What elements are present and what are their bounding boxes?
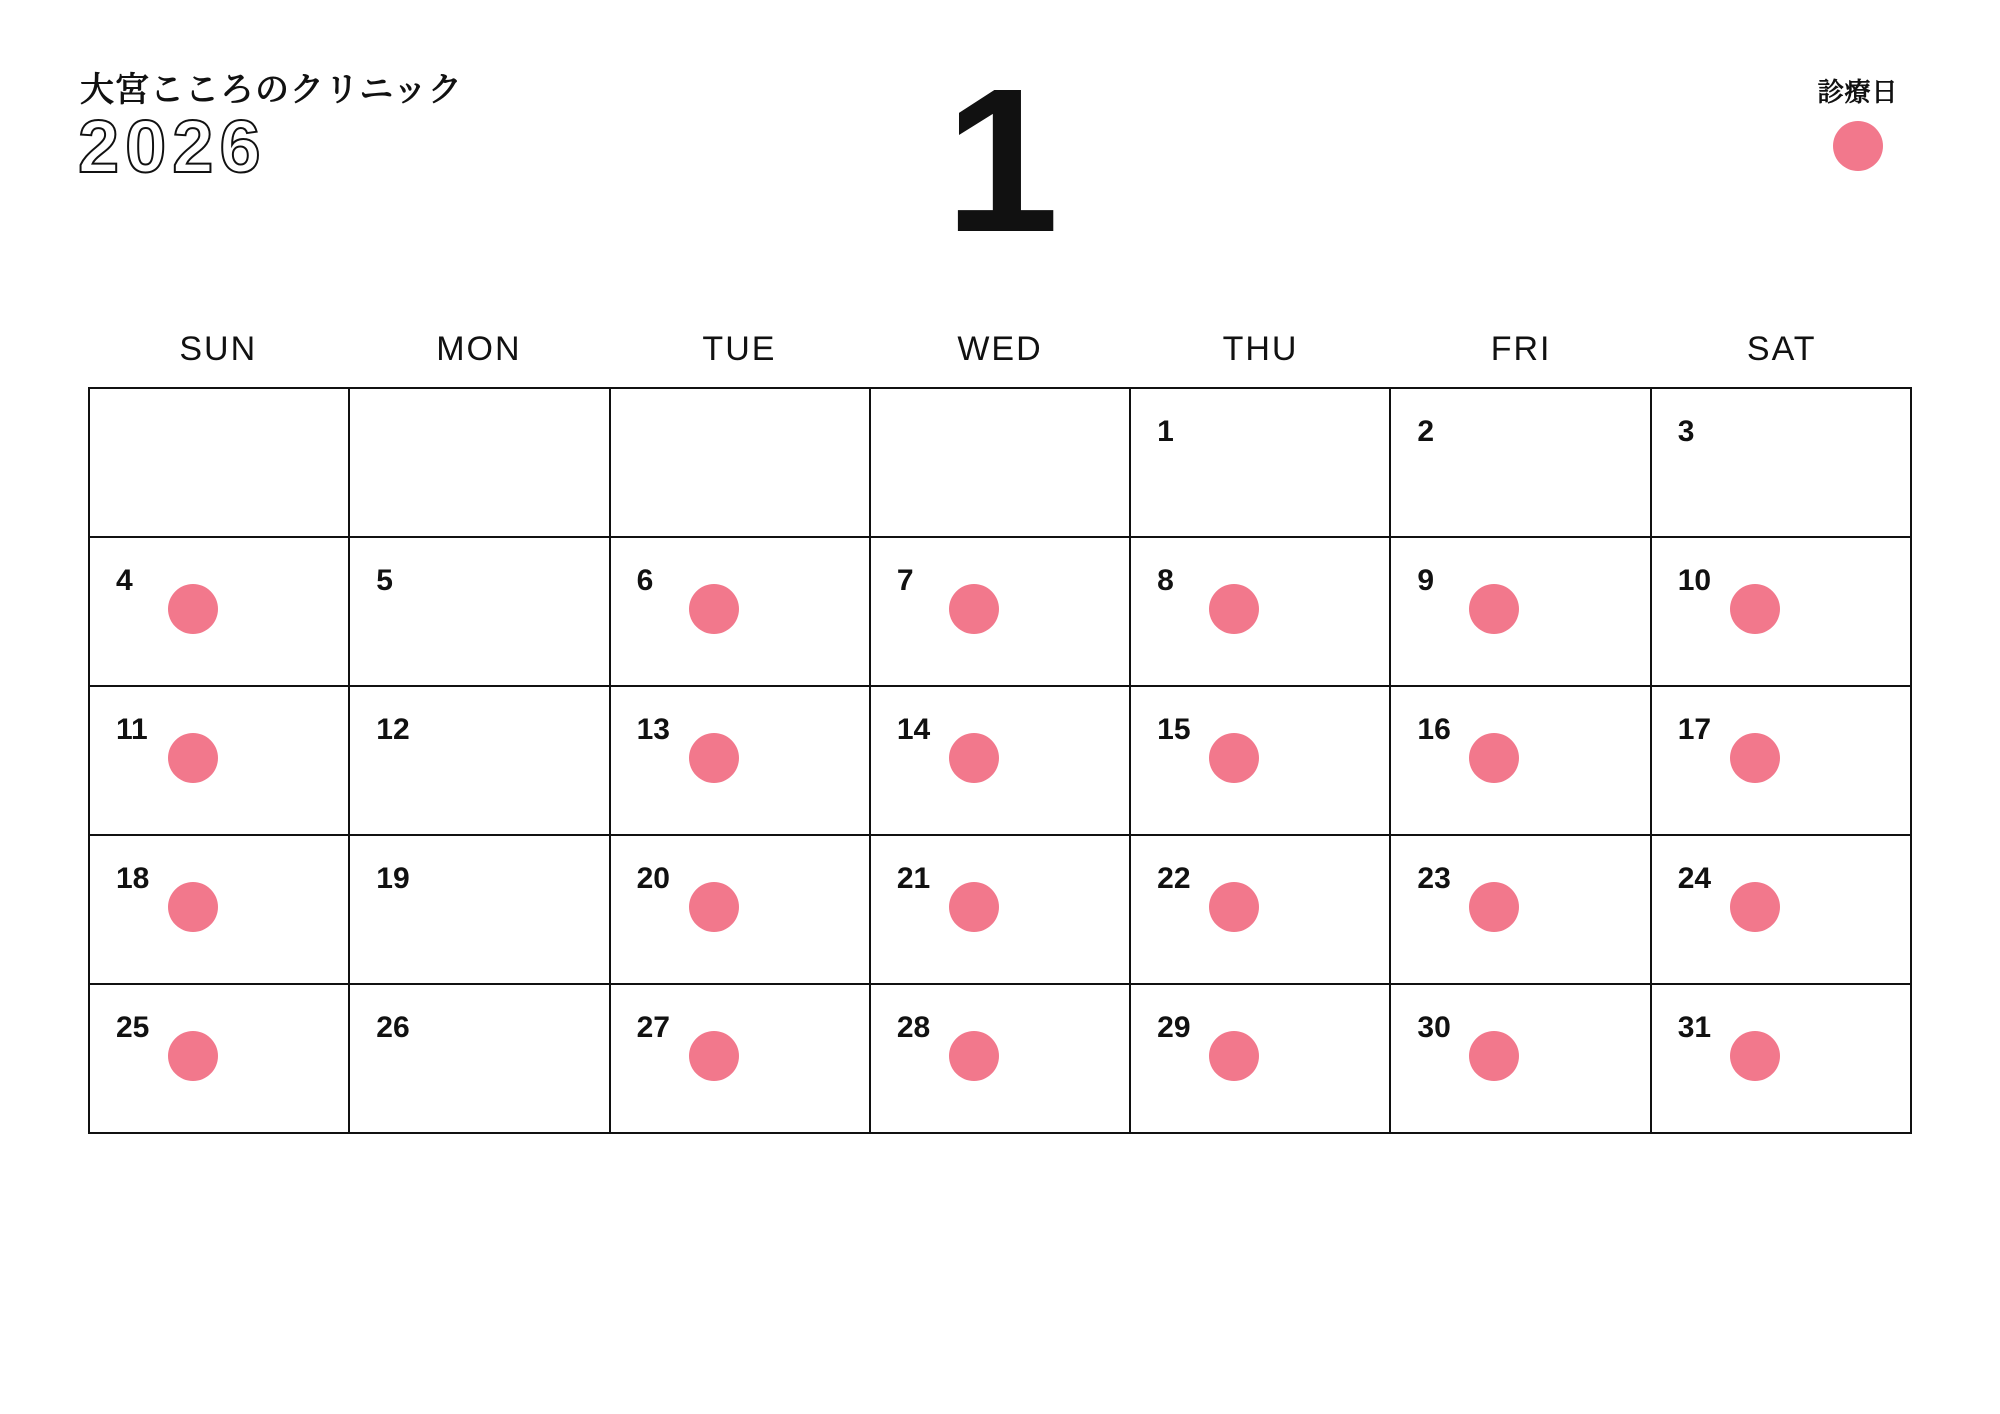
calendar-day-cell[interactable]: [1391, 836, 1651, 985]
calendar-day-cell[interactable]: [871, 538, 1131, 687]
legend: [1788, 72, 1928, 171]
day-number: 3: [1677, 415, 1695, 448]
open-day-dot-icon: [689, 733, 739, 783]
calendar-empty-cell: [350, 389, 610, 538]
day-number: 4: [116, 564, 133, 597]
weekday-header-row: [88, 330, 1912, 387]
month-number: 1: [944, 46, 1055, 275]
calendar-day-cell[interactable]: [90, 538, 350, 687]
open-day-dot-icon: [1209, 882, 1259, 932]
calendar-day-cell[interactable]: [1652, 538, 1912, 687]
calendar-empty-cell: [611, 389, 871, 538]
calendar-day-cell[interactable]: [350, 836, 610, 985]
weekday-wed: WED: [957, 330, 1043, 368]
calendar-day-cell[interactable]: [1391, 985, 1651, 1134]
day-number: 7: [896, 564, 914, 597]
calendar-day-cell[interactable]: [1391, 389, 1651, 538]
weekday-sun: SUN: [179, 330, 258, 368]
calendar-day-cell[interactable]: [90, 687, 350, 836]
day-number: 29: [1157, 1011, 1191, 1044]
clinic-name: 大宮こころのクリニック: [80, 71, 463, 109]
open-day-dot-icon: [1833, 121, 1883, 171]
open-day-dot-icon: [1730, 584, 1780, 634]
open-day-dot-icon: [1209, 584, 1259, 634]
day-number: 20: [636, 862, 670, 895]
calendar-day-cell[interactable]: [1391, 538, 1651, 687]
day-number: 13: [636, 713, 670, 746]
weekday-mon: MON: [436, 330, 522, 368]
weekday-tue: TUE: [702, 330, 777, 368]
calendar-grid: [88, 387, 1912, 1134]
calendar-day-cell[interactable]: [90, 985, 350, 1134]
calendar-day-cell[interactable]: [1652, 836, 1912, 985]
calendar-day-cell[interactable]: [1391, 687, 1651, 836]
open-day-dot-icon: [1469, 584, 1519, 634]
open-day-dot-icon: [1730, 733, 1780, 783]
day-number: 24: [1677, 862, 1712, 895]
calendar-day-cell[interactable]: [1652, 687, 1912, 836]
calendar-day-cell[interactable]: [871, 985, 1131, 1134]
open-day-dot-icon: [1209, 1031, 1259, 1081]
calendar-day-cell[interactable]: [350, 985, 610, 1134]
open-day-dot-icon: [1730, 1031, 1780, 1081]
calendar-day-cell[interactable]: [611, 538, 871, 687]
day-number: 27: [636, 1011, 670, 1044]
open-day-dot-icon: [168, 733, 218, 783]
legend-label: 診療日: [1817, 77, 1899, 107]
day-number: 19: [376, 862, 410, 895]
open-day-dot-icon: [689, 882, 739, 932]
day-number: 28: [896, 1011, 931, 1044]
calendar-day-cell[interactable]: [1131, 836, 1391, 985]
calendar-day-cell[interactable]: [611, 836, 871, 985]
year-label: 2026: [78, 105, 267, 188]
day-number: 12: [376, 713, 410, 746]
calendar-day-cell[interactable]: [1652, 985, 1912, 1134]
open-day-dot-icon: [949, 733, 999, 783]
day-number: 21: [896, 862, 931, 895]
day-number: 16: [1417, 713, 1451, 746]
open-day-dot-icon: [1469, 1031, 1519, 1081]
calendar-day-cell[interactable]: [1131, 687, 1391, 836]
open-day-dot-icon: [1209, 733, 1259, 783]
open-day-dot-icon: [168, 882, 218, 932]
calendar-day-cell[interactable]: [1652, 389, 1912, 538]
day-number: 6: [636, 564, 654, 597]
calendar-day-cell[interactable]: [350, 538, 610, 687]
calendar-empty-cell: [90, 389, 350, 538]
day-number: 25: [116, 1011, 150, 1044]
calendar-day-cell[interactable]: [1131, 538, 1391, 687]
day-number: 1: [1157, 415, 1174, 448]
day-number: 10: [1677, 564, 1712, 597]
open-day-dot-icon: [689, 1031, 739, 1081]
weekday-thu: THU: [1222, 330, 1299, 368]
open-day-dot-icon: [1730, 882, 1780, 932]
calendar-header: [0, 0, 2000, 330]
day-number: 23: [1417, 862, 1451, 895]
day-number: 14: [896, 713, 931, 746]
weekday-sat: SAT: [1746, 330, 1817, 368]
day-number: 30: [1417, 1011, 1451, 1044]
day-number: 31: [1677, 1011, 1712, 1044]
day-number: 8: [1157, 564, 1174, 597]
day-number: 5: [376, 564, 393, 597]
calendar-day-cell[interactable]: [1131, 389, 1391, 538]
day-number: 9: [1417, 564, 1435, 597]
open-day-dot-icon: [1469, 882, 1519, 932]
day-number: 18: [116, 862, 150, 895]
open-day-dot-icon: [689, 584, 739, 634]
day-number: 2: [1417, 415, 1435, 448]
calendar-day-cell[interactable]: [611, 985, 871, 1134]
open-day-dot-icon: [1469, 733, 1519, 783]
calendar-day-cell[interactable]: [90, 836, 350, 985]
open-day-dot-icon: [949, 584, 999, 634]
open-day-dot-icon: [949, 1031, 999, 1081]
day-number: 15: [1157, 713, 1191, 746]
day-number: 17: [1677, 713, 1712, 746]
open-day-dot-icon: [168, 1031, 218, 1081]
calendar-day-cell[interactable]: [871, 836, 1131, 985]
calendar-day-cell[interactable]: [611, 687, 871, 836]
day-number: 11: [116, 713, 148, 746]
calendar-day-cell[interactable]: [1131, 985, 1391, 1134]
open-day-dot-icon: [949, 882, 999, 932]
day-number: 26: [376, 1011, 410, 1044]
calendar-day-cell[interactable]: [871, 687, 1131, 836]
day-number: 22: [1157, 862, 1191, 895]
open-day-dot-icon: [168, 584, 218, 634]
calendar-day-cell[interactable]: [350, 687, 610, 836]
calendar-empty-cell: [871, 389, 1131, 538]
weekday-fri: FRI: [1490, 330, 1552, 368]
